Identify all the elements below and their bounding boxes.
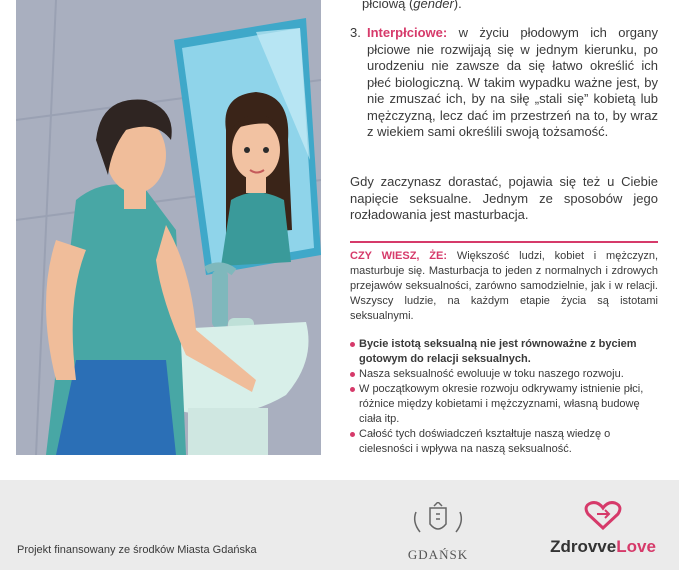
gdansk-logo: GDAŃSK xyxy=(403,502,473,563)
list-item: Nasza seksualność ewoluuje w toku naszego rozwoju. xyxy=(350,367,658,382)
girl-reflection xyxy=(221,92,292,266)
item-text: w życiu płodowym ich organy płciowe nie rozwijają się w jednym kierunku, po urodzeniu nie zawsze da się łatwo określić ich płeć biologiczną. W takim wypadku ważne jest, by nie zmuszać ich, by na siłę „stali się” kobietą lub mężczyzną, lecz dać im przestrzeń na to, by wraz z wiekiem sami określili swoją tożsamość. xyxy=(367,25,658,139)
did-you-know-box xyxy=(350,249,658,324)
bullet-list xyxy=(350,337,658,457)
funding-note: Projekt finansowany ze środków Miasta Gdańska xyxy=(17,544,257,556)
previous-item-fragment: płciową (gender). xyxy=(362,0,462,11)
item-term: Interpłciowe: xyxy=(367,25,448,40)
divider xyxy=(350,241,658,243)
did-you-know-label: CZY WIESZ, ŻE: xyxy=(350,250,448,262)
list-item: Całość tych doświadczeń kształtuje naszą wiedzę o cielesności i wpływa na naszą seksualność. xyxy=(350,427,658,457)
list-item-intersex xyxy=(350,25,658,141)
list-item: W początkowym okresie rozwoju odkrywamy istnienie płci, różnice między kobietami i mężczyznami, własną budowę ciała itp. xyxy=(350,382,658,427)
heart-logo-icon xyxy=(583,500,623,530)
did-you-know-text: Większość ludzi, kobiet i mężczyzn, masturbuje się. Masturbacja to jeden z normalnych i zdrowych przejawów seksualności, zarówno samodzielnie, jak i w relacji. Wszyscy ludzie, na każdym etapie życia są istotami seksualnymi. xyxy=(350,250,658,322)
mirror-illustration xyxy=(16,0,321,455)
zdrovvelove-logo: ZdrovveLove xyxy=(538,500,668,557)
list-item: Bycie istotą seksualną nie jest równoważne z byciem gotowym do relacji seksualnych. xyxy=(350,337,658,367)
item-number: 3. xyxy=(350,25,361,40)
body-paragraph: Gdy zaczynasz dorastać, pojawia się też u Ciebie napięcie seksualne. Jednym ze sposobów jego rozładowania jest masturbacja. xyxy=(350,174,658,222)
gdansk-crest-icon xyxy=(408,502,468,538)
footer xyxy=(0,480,679,570)
